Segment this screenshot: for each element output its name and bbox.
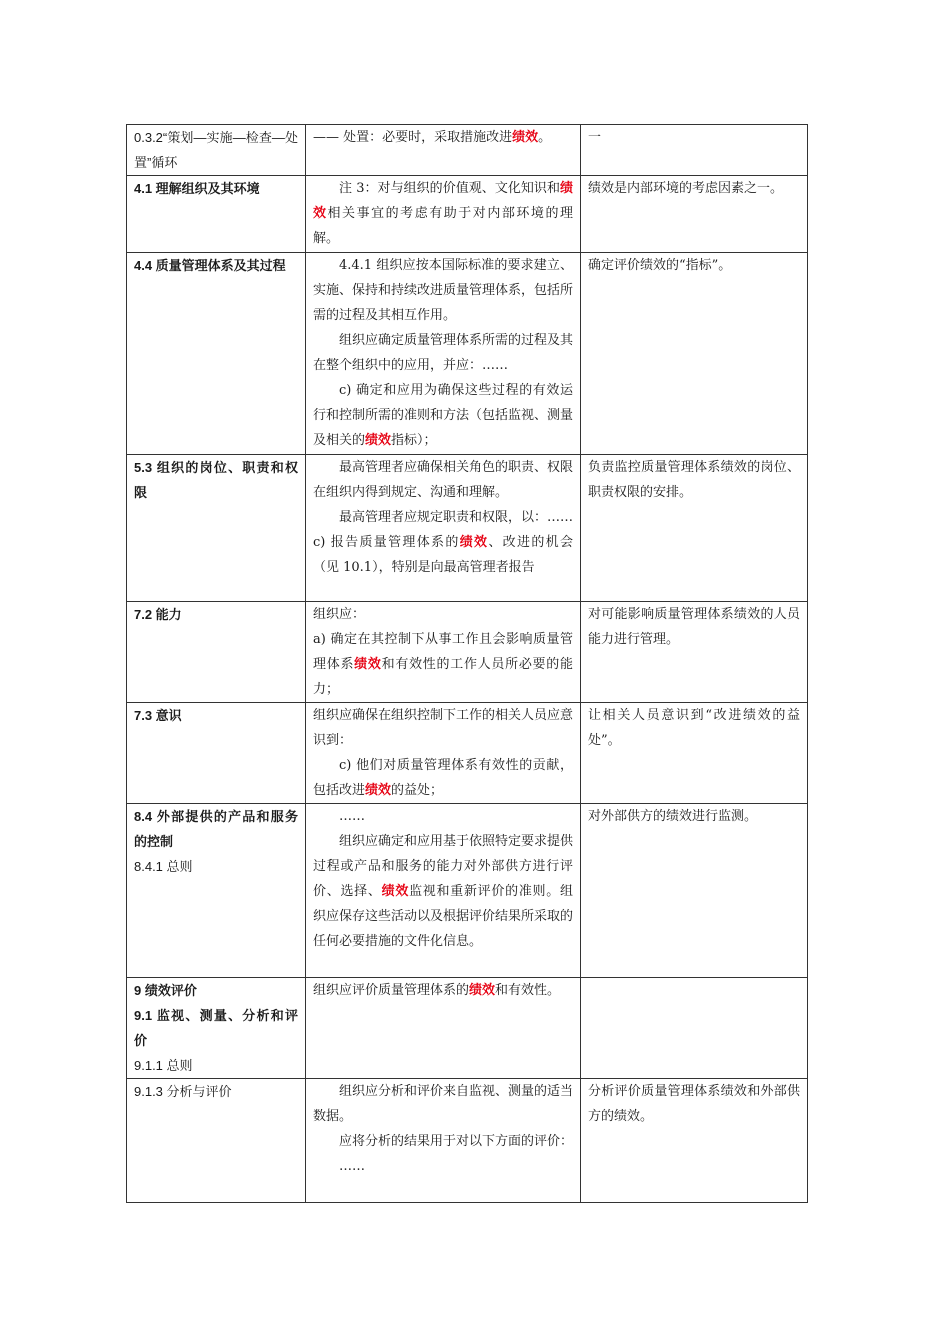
remark-text: 确定评价绩效的“指标”。 (588, 258, 732, 273)
requirement-text: c) 确定和应用为确保这些过程的有效运行和控制所需的准则和方法（包括监视、测量及相关的 (313, 383, 574, 448)
remark-text: 对外部供方的绩效进行监测。 (588, 809, 758, 824)
table-row (127, 125, 808, 176)
highlight-keyword: 绩效 (354, 657, 382, 672)
highlight-keyword: 绩效 (365, 783, 392, 798)
remark-text: 负责监控质量管理体系绩效的岗位、职责权限的安排。 (588, 460, 800, 500)
table-row (127, 253, 808, 455)
table-row (127, 1079, 808, 1203)
requirement-paragraph (313, 1154, 573, 1179)
clause-heading: 9.1 监视、测量、分析和评价 (134, 1008, 298, 1048)
highlight-keyword: 绩效 (512, 130, 539, 145)
remark-cell (581, 125, 808, 176)
requirement-paragraph (313, 505, 573, 530)
table-row (127, 804, 808, 978)
requirement-text: c) 他们对质量管理体系有效性的贡献，包括改进 (313, 758, 573, 798)
requirement-paragraph (313, 602, 573, 627)
table-row (127, 978, 808, 1079)
requirement-text: 组织应确保在组织控制下工作的相关人员应意识到： (313, 708, 574, 748)
clause-cell (127, 804, 306, 978)
remark-cell (581, 253, 808, 455)
clause-heading: 7.3 意识 (134, 708, 182, 723)
requirement-paragraph (313, 703, 573, 753)
requirement-text: 组织应分析和评价来自监视、测量的适当数据。 (313, 1084, 574, 1124)
requirement-cell (306, 1079, 581, 1203)
requirement-text: 最高管理者应规定职责和权限，以：…… (339, 510, 574, 525)
highlight-keyword: 绩效 (459, 535, 489, 550)
highlight-keyword: 绩效 (365, 433, 392, 448)
clause-table (126, 124, 808, 1203)
table-row (127, 703, 808, 804)
remark-cell (581, 978, 808, 1079)
table-row (127, 602, 808, 703)
requirement-text: 监视和重新评价的准则。组织应保存这些活动以及根据评价结果所采取的任何必要措施的文件化信息。 (313, 884, 574, 949)
highlight-keyword: 绩效 (313, 181, 573, 221)
clause-subheading: 9.1.3 分析与评价 (134, 1084, 232, 1099)
requirement-cell (306, 602, 581, 703)
requirement-paragraph (313, 378, 573, 453)
remark-text: 对可能影响质量管理体系绩效的人员能力进行管理。 (588, 607, 800, 647)
requirement-text: …… (339, 1159, 365, 1174)
remark-cell (581, 455, 808, 602)
requirement-paragraph (313, 328, 573, 378)
requirement-text: 、改进的机会（见 10.1），特别是向最高管理者报告 (313, 535, 573, 575)
remark-text: 让相关人员意识到“改进绩效的益处”。 (588, 708, 800, 748)
requirement-text: 注 3：对与组织的价值观、文化知识和 (339, 181, 560, 196)
requirement-text: 组织应确定和应用基于依照特定要求提供过程或产品和服务的能力对外部供方进行评价、选择、 (313, 834, 574, 899)
highlight-keyword: 绩效 (469, 983, 496, 998)
requirement-paragraph (313, 753, 573, 803)
clause-cell (127, 455, 306, 602)
clause-cell (127, 602, 306, 703)
remark-cell (581, 1079, 808, 1203)
clause-cell (127, 703, 306, 804)
remark-cell (581, 703, 808, 804)
requirement-text: 组织应： (313, 607, 366, 622)
highlight-keyword: 绩效 (381, 884, 410, 899)
clause-cell (127, 1079, 306, 1203)
requirement-text: c) 报告质量管理体系的 (313, 535, 460, 550)
requirement-text: 相关事宜的考虑有助于对内部环境的理解。 (313, 206, 573, 246)
requirement-text: 指标）； (391, 433, 437, 448)
remark-cell (581, 804, 808, 978)
requirement-text: 和有效性。 (495, 983, 561, 998)
requirement-text: 最高管理者应确保相关角色的职责、权限在组织内得到规定、沟通和理解。 (313, 460, 574, 500)
requirement-cell (306, 455, 581, 602)
clause-subheading: 9.1.1 总则 (134, 1058, 193, 1073)
remark-text: 绩效是内部环境的考虑因素之一。 (588, 181, 784, 196)
requirement-cell (306, 978, 581, 1079)
requirement-paragraph (313, 829, 573, 954)
requirement-cell (306, 703, 581, 804)
clause-cell (127, 125, 306, 176)
clause-heading: 4.1 理解组织及其环境 (134, 181, 260, 196)
requirement-paragraph (313, 176, 573, 251)
table-row (127, 455, 808, 602)
table-row (127, 176, 808, 253)
remark-cell (581, 602, 808, 703)
clause-subheading: 0.3.2“策划—实施—检查—处置”循环 (134, 130, 298, 170)
remark-text: 一 (588, 130, 602, 145)
requirement-text: 应将分析的结果用于对以下方面的评价： (339, 1134, 574, 1149)
remark-text: 分析评价质量管理体系绩效和外部供方的绩效。 (588, 1084, 800, 1124)
requirement-cell (306, 804, 581, 978)
requirement-paragraph (313, 1129, 573, 1154)
clause-heading: 8.4 外部提供的产品和服务的控制 (134, 809, 298, 849)
requirement-paragraph (313, 455, 573, 505)
requirement-text: 。 (538, 130, 552, 145)
requirement-paragraph (313, 125, 573, 150)
requirement-text: 4.4.1 组织应按本国际标准的要求建立、实施、保持和持续改进质量管理体系，包括所需的过程及其相互作用。 (313, 258, 574, 323)
requirement-cell (306, 253, 581, 455)
requirement-text: 的益处； (391, 783, 444, 798)
clause-heading: 5.3 组织的岗位、职责和权限 (134, 460, 298, 500)
requirement-paragraph (313, 1079, 573, 1129)
clause-heading: 4.4 质量管理体系及其过程 (134, 258, 286, 273)
table-body (127, 125, 808, 1203)
clause-subheading: 8.4.1 总则 (134, 859, 193, 874)
requirement-text: …… (339, 809, 365, 824)
clause-cell (127, 978, 306, 1079)
requirement-cell (306, 176, 581, 253)
requirement-text: 和有效性的工作人员所必要的能力； (313, 657, 573, 697)
clause-cell (127, 176, 306, 253)
requirement-paragraph (313, 627, 573, 702)
requirement-paragraph (313, 253, 573, 328)
requirement-text: a) 确定在其控制下从事工作且会影响质量管理体系 (313, 632, 573, 672)
clause-heading: 9 绩效评价 (134, 983, 197, 998)
requirement-text: —— 处置：必要时，采取措施改进 (313, 130, 513, 145)
requirement-paragraph (313, 978, 573, 1003)
requirement-cell (306, 125, 581, 176)
requirement-paragraph (313, 804, 573, 829)
clause-cell (127, 253, 306, 455)
requirement-text: 组织应评价质量管理体系的 (313, 983, 470, 998)
remark-cell (581, 176, 808, 253)
clause-heading: 7.2 能力 (134, 607, 182, 622)
requirement-paragraph (313, 530, 573, 580)
requirement-text: 组织应确定质量管理体系所需的过程及其在整个组织中的应用，并应：…… (313, 333, 574, 373)
